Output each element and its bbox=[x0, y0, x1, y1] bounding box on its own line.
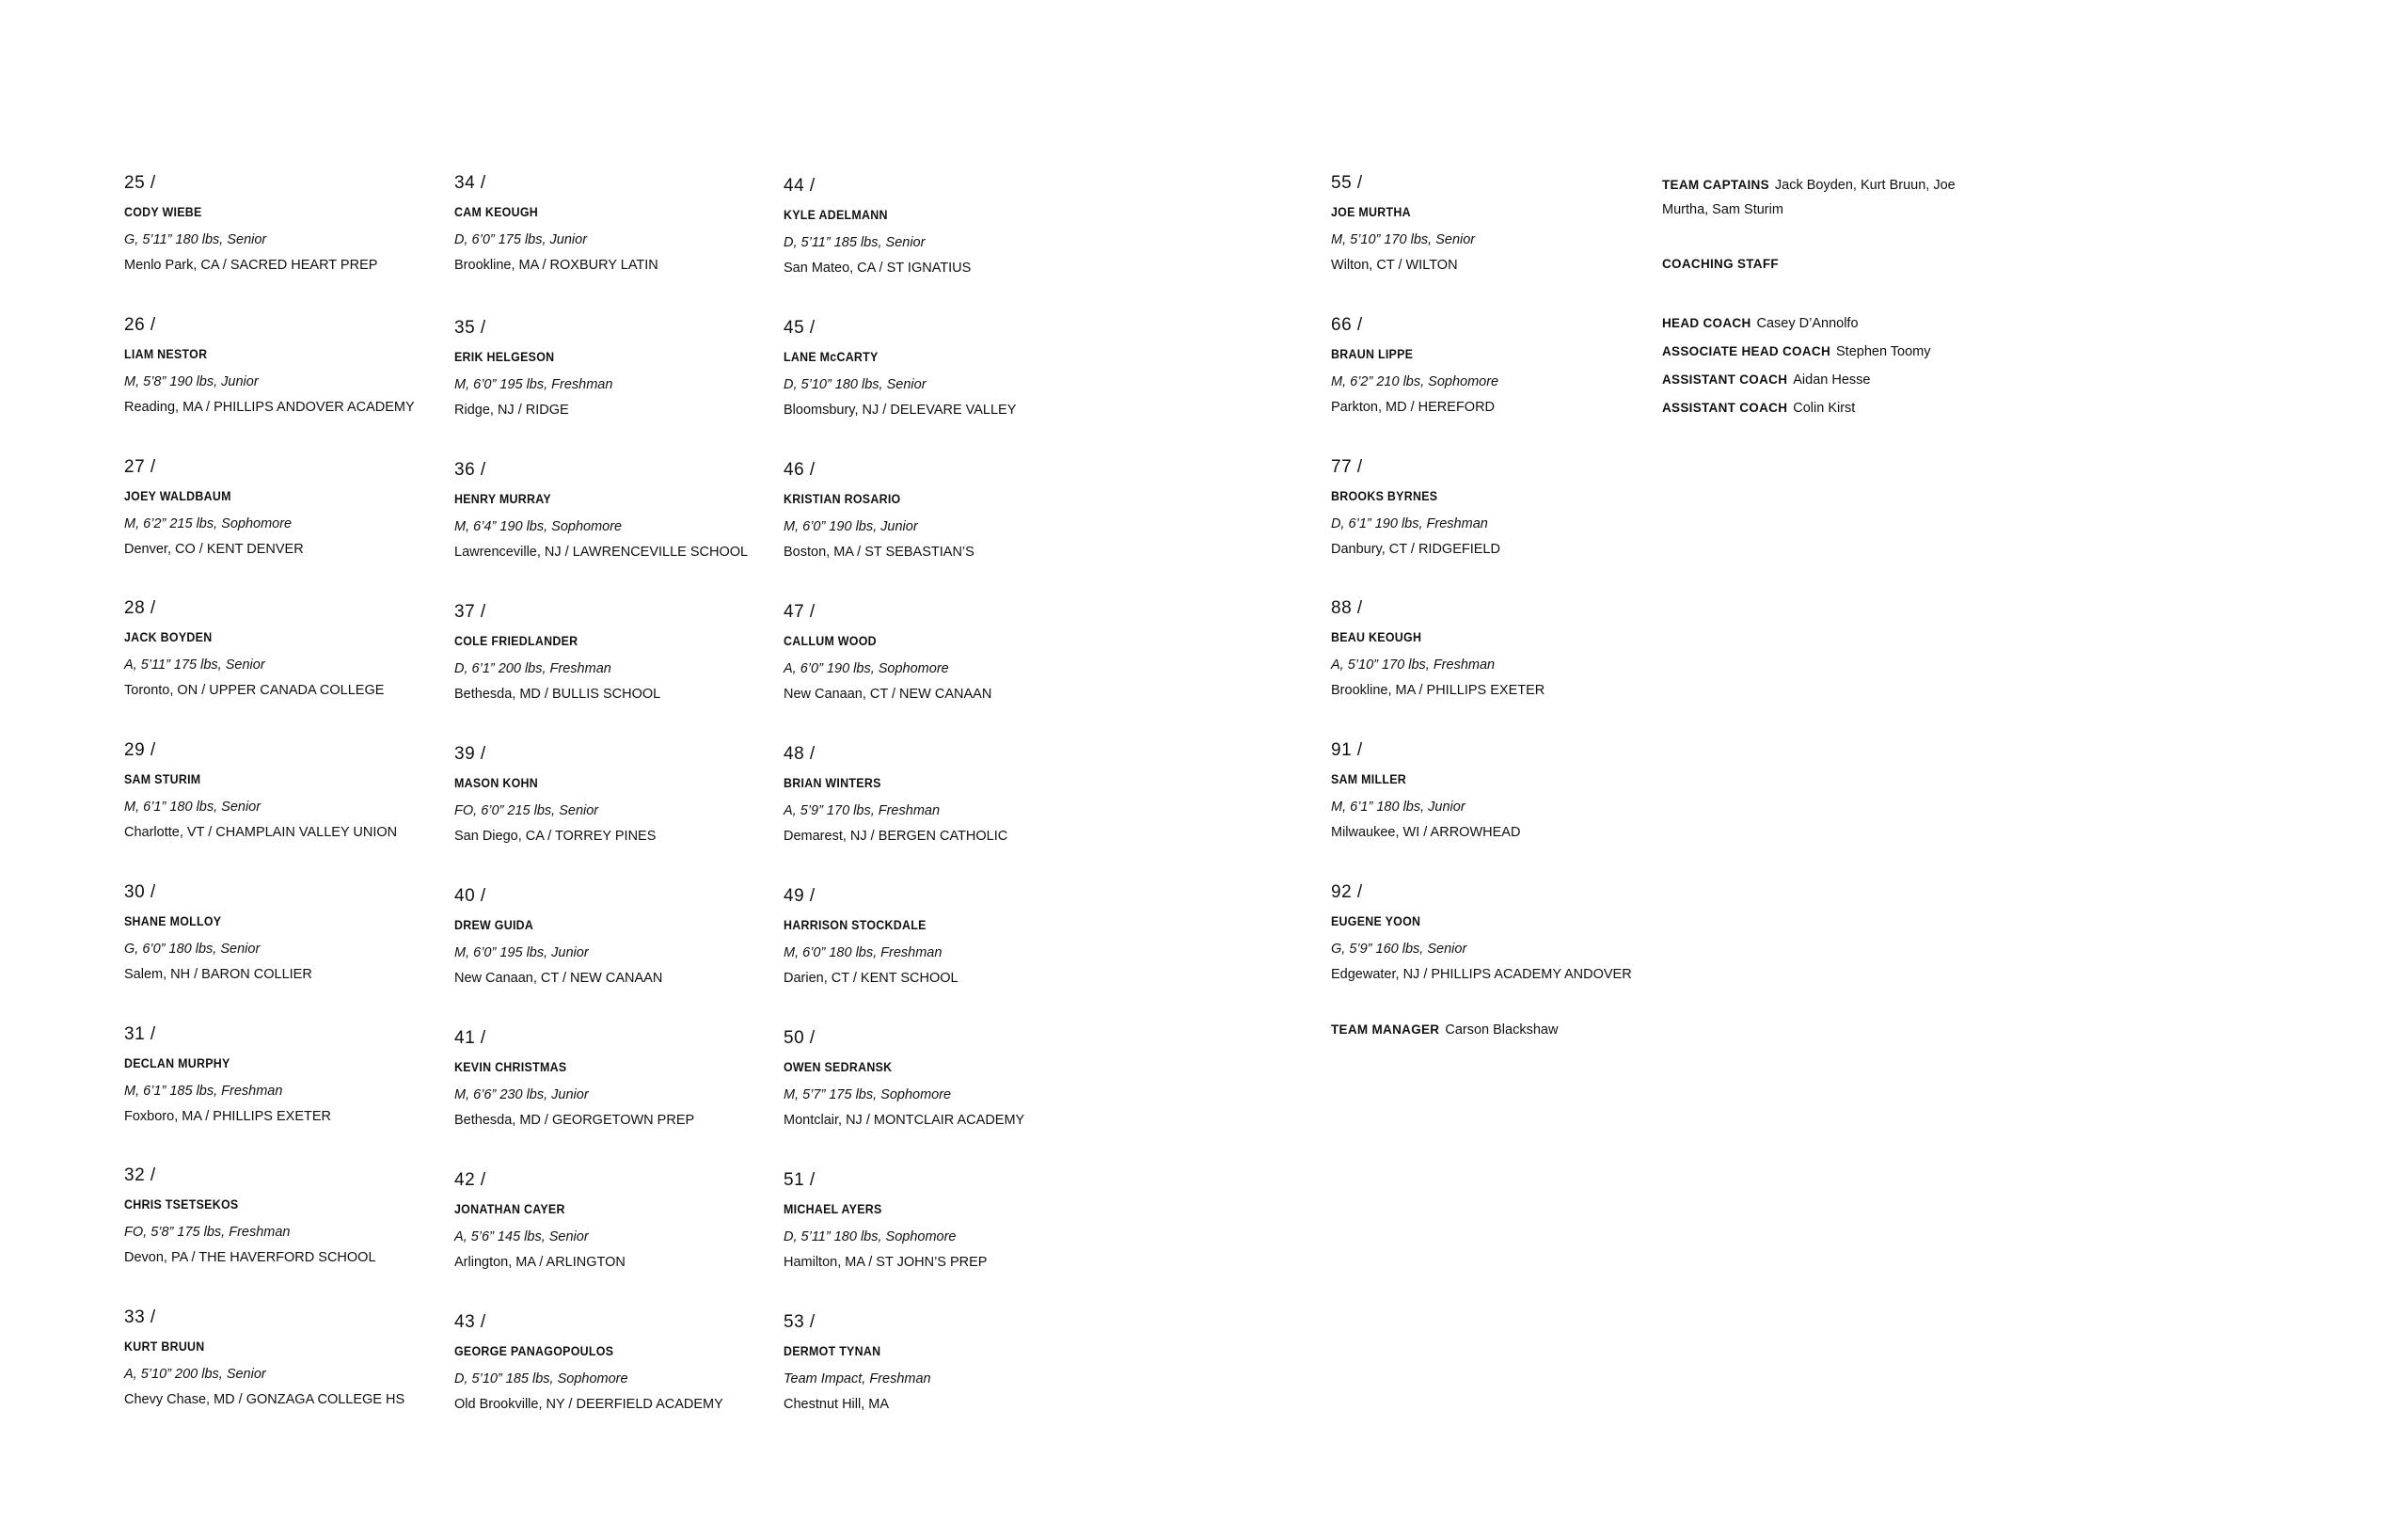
player-entry bbox=[454, 173, 774, 274]
player-number: 88 / bbox=[1331, 598, 1363, 618]
player-entry bbox=[454, 744, 774, 845]
team-captains-names: Jack Boyden, Kurt Bruun, Joe Murtha, Sam Sturim bbox=[1662, 178, 1956, 217]
coach-title: ASSISTANT COACH bbox=[1662, 401, 1788, 415]
player-details: M, 6’0” 195 lbs, Freshman bbox=[454, 377, 613, 392]
team-captains bbox=[1662, 173, 1972, 222]
player-entry bbox=[454, 1170, 774, 1271]
player-name: OWEN SEDRANSK bbox=[784, 1060, 893, 1074]
player-number: 40 / bbox=[454, 886, 486, 906]
player-name: LIAM NESTOR bbox=[124, 347, 208, 361]
player-number: 33 / bbox=[124, 1307, 156, 1327]
player-entry bbox=[124, 173, 444, 274]
player-entry bbox=[784, 886, 1103, 987]
player-hometown-school: Danbury, CT / RIDGEFIELD bbox=[1331, 542, 1500, 557]
player-number: 55 / bbox=[1331, 173, 1363, 193]
player-hometown-school: Charlotte, VT / CHAMPLAIN VALLEY UNION bbox=[124, 825, 398, 840]
player-hometown-school: Reading, MA / PHILLIPS ANDOVER ACADEMY bbox=[124, 400, 415, 415]
coach-name: Stephen Toomy bbox=[1836, 344, 1931, 359]
player-hometown-school: Foxboro, MA / PHILLIPS EXETER bbox=[124, 1109, 331, 1124]
player-details: M, 6’2” 210 lbs, Sophomore bbox=[1331, 374, 1499, 389]
player-entry bbox=[124, 1024, 444, 1125]
player-name: GEORGE PANAGOPOULOS bbox=[454, 1344, 614, 1358]
player-name: CAM KEOUGH bbox=[454, 205, 539, 219]
player-name: CHRIS TSETSEKOS bbox=[124, 1197, 239, 1212]
player-details: D, 6’1” 190 lbs, Freshman bbox=[1331, 516, 1488, 531]
player-details: G, 6’0” 180 lbs, Senior bbox=[124, 942, 261, 957]
coach-title: ASSISTANT COACH bbox=[1662, 372, 1788, 387]
player-entry bbox=[1331, 882, 1651, 983]
player-number: 29 / bbox=[124, 740, 156, 760]
player-hometown-school: Old Brookville, NY / DEERFIELD ACADEMY bbox=[454, 1397, 723, 1412]
player-entry bbox=[784, 744, 1103, 845]
player-entry bbox=[124, 882, 444, 983]
player-details: M, 6’0” 180 lbs, Freshman bbox=[784, 945, 943, 960]
player-hometown-school: Chevy Chase, MD / GONZAGA COLLEGE HS bbox=[124, 1392, 405, 1407]
player-name: JOEY WALDBAUM bbox=[124, 489, 231, 503]
player-number: 41 / bbox=[454, 1028, 486, 1048]
player-name: DERMOT TYNAN bbox=[784, 1344, 881, 1358]
coaching-staff-heading: COACHING STAFF bbox=[1662, 257, 1779, 271]
player-details: A, 5’6” 145 lbs, Senior bbox=[454, 1229, 589, 1244]
player-number: 27 / bbox=[124, 457, 156, 477]
player-details: FO, 5’8” 175 lbs, Freshman bbox=[124, 1225, 291, 1240]
coach-row bbox=[1662, 338, 1931, 366]
coach-row bbox=[1662, 394, 1931, 422]
player-details: D, 5’10” 185 lbs, Sophomore bbox=[454, 1371, 628, 1386]
player-number: 91 / bbox=[1331, 740, 1363, 760]
player-hometown-school: Denver, CO / KENT DENVER bbox=[124, 542, 304, 557]
player-details: M, 6’0” 190 lbs, Junior bbox=[784, 519, 918, 534]
player-hometown-school: Parkton, MD / HEREFORD bbox=[1331, 400, 1496, 415]
player-entry bbox=[124, 598, 444, 699]
player-entry bbox=[784, 318, 1103, 419]
player-hometown-school: Brookline, MA / PHILLIPS EXETER bbox=[1331, 683, 1545, 698]
player-hometown-school: Arlington, MA / ARLINGTON bbox=[454, 1255, 626, 1270]
player-number: 32 / bbox=[124, 1165, 156, 1185]
player-name: BRIAN WINTERS bbox=[784, 776, 881, 790]
coach-title: ASSOCIATE HEAD COACH bbox=[1662, 344, 1831, 358]
player-entry bbox=[1331, 740, 1651, 841]
player-details: A, 5’10” 200 lbs, Senior bbox=[124, 1367, 266, 1382]
player-details: FO, 6’0” 215 lbs, Senior bbox=[454, 803, 599, 818]
team-manager bbox=[1331, 1018, 1558, 1042]
player-entry bbox=[454, 602, 774, 703]
player-hometown-school: Chestnut Hill, MA bbox=[784, 1397, 890, 1412]
player-hometown-school: New Canaan, CT / NEW CANAAN bbox=[784, 687, 992, 702]
player-entry bbox=[784, 460, 1103, 561]
player-entry bbox=[1331, 173, 1651, 274]
player-details: D, 5’11” 180 lbs, Sophomore bbox=[784, 1229, 957, 1244]
player-name: KEVIN CHRISTMAS bbox=[454, 1060, 567, 1074]
player-number: 44 / bbox=[784, 176, 816, 196]
team-manager-title: TEAM MANAGER bbox=[1331, 1022, 1440, 1037]
player-details: A, 5’9” 170 lbs, Freshman bbox=[784, 803, 941, 818]
player-hometown-school: Brookline, MA / ROXBURY LATIN bbox=[454, 258, 658, 273]
player-name: BEAU KEOUGH bbox=[1331, 630, 1422, 644]
player-name: KYLE ADELMANN bbox=[784, 208, 888, 222]
player-hometown-school: New Canaan, CT / NEW CANAAN bbox=[454, 971, 663, 986]
player-number: 30 / bbox=[124, 882, 156, 902]
player-number: 77 / bbox=[1331, 457, 1363, 477]
player-name: JONATHAN CAYER bbox=[454, 1202, 565, 1216]
player-number: 25 / bbox=[124, 173, 156, 193]
player-hometown-school: Devon, PA / THE HAVERFORD SCHOOL bbox=[124, 1250, 376, 1265]
player-details: A, 5’11” 175 lbs, Senior bbox=[124, 658, 265, 673]
coach-title: HEAD COACH bbox=[1662, 316, 1751, 330]
player-number: 53 / bbox=[784, 1312, 816, 1332]
player-hometown-school: Darien, CT / KENT SCHOOL bbox=[784, 971, 958, 986]
player-number: 50 / bbox=[784, 1028, 816, 1048]
player-number: 28 / bbox=[124, 598, 156, 618]
player-details: M, 6’1” 185 lbs, Freshman bbox=[124, 1084, 283, 1099]
player-number: 47 / bbox=[784, 602, 816, 622]
player-name: MASON KOHN bbox=[454, 776, 539, 790]
player-name: JACK BOYDEN bbox=[124, 630, 213, 644]
player-hometown-school: Demarest, NJ / BERGEN CATHOLIC bbox=[784, 829, 1008, 844]
player-details: M, 6’4” 190 lbs, Sophomore bbox=[454, 519, 623, 534]
player-name: EUGENE YOON bbox=[1331, 914, 1421, 928]
player-entry bbox=[784, 1028, 1103, 1129]
player-name: MICHAEL AYERS bbox=[784, 1202, 882, 1216]
player-number: 45 / bbox=[784, 318, 816, 338]
player-entry bbox=[1331, 457, 1651, 558]
coaching-staff-list bbox=[1662, 309, 1931, 422]
player-entry bbox=[784, 602, 1103, 703]
player-name: KRISTIAN ROSARIO bbox=[784, 492, 901, 506]
player-name: BRAUN LIPPE bbox=[1331, 347, 1414, 361]
player-hometown-school: Bethesda, MD / BULLIS SCHOOL bbox=[454, 687, 661, 702]
player-hometown-school: Milwaukee, WI / ARROWHEAD bbox=[1331, 825, 1521, 840]
player-name: KURT BRUUN bbox=[124, 1339, 205, 1354]
player-entry bbox=[784, 176, 1103, 277]
player-hometown-school: Ridge, NJ / RIDGE bbox=[454, 403, 569, 418]
player-hometown-school: San Diego, CA / TORREY PINES bbox=[454, 829, 657, 844]
coach-name: Casey D’Annolfo bbox=[1756, 316, 1859, 331]
player-number: 43 / bbox=[454, 1312, 486, 1332]
player-details: D, 5’11” 185 lbs, Senior bbox=[784, 235, 926, 250]
player-entry bbox=[124, 1165, 444, 1266]
player-name: SAM MILLER bbox=[1331, 772, 1407, 786]
player-name: CODY WIEBE bbox=[124, 205, 202, 219]
player-entry bbox=[454, 1028, 774, 1129]
player-name: BROOKS BYRNES bbox=[1331, 489, 1438, 503]
player-hometown-school: Hamilton, MA / ST JOHN’S PREP bbox=[784, 1255, 988, 1270]
player-name: DREW GUIDA bbox=[454, 918, 534, 932]
player-number: 48 / bbox=[784, 744, 816, 764]
player-hometown-school: San Mateo, CA / ST IGNATIUS bbox=[784, 261, 972, 276]
player-name: LANE McCARTY bbox=[784, 350, 879, 364]
player-details: G, 5’9” 160 lbs, Senior bbox=[1331, 942, 1467, 957]
coach-row bbox=[1662, 309, 1931, 338]
player-details: M, 6’6” 230 lbs, Junior bbox=[454, 1087, 589, 1102]
player-number: 46 / bbox=[784, 460, 816, 480]
player-details: A, 5’10” 170 lbs, Freshman bbox=[1331, 658, 1496, 673]
player-details: M, 6’0” 195 lbs, Junior bbox=[454, 945, 589, 960]
player-number: 31 / bbox=[124, 1024, 156, 1044]
player-number: 37 / bbox=[454, 602, 486, 622]
player-name: SAM STURIM bbox=[124, 772, 201, 786]
player-entry bbox=[1331, 598, 1651, 699]
player-entry bbox=[124, 740, 444, 841]
player-number: 66 / bbox=[1331, 315, 1363, 335]
player-number: 92 / bbox=[1331, 882, 1363, 902]
player-entry bbox=[454, 318, 774, 419]
player-name: ERIK HELGESON bbox=[454, 350, 555, 364]
player-hometown-school: Montclair, NJ / MONTCLAIR ACADEMY bbox=[784, 1113, 1025, 1128]
player-number: 36 / bbox=[454, 460, 486, 480]
player-number: 49 / bbox=[784, 886, 816, 906]
player-entry bbox=[124, 315, 444, 416]
player-entry bbox=[124, 1307, 444, 1408]
player-number: 34 / bbox=[454, 173, 486, 193]
player-hometown-school: Bethesda, MD / GEORGETOWN PREP bbox=[454, 1113, 695, 1128]
player-name: JOE MURTHA bbox=[1331, 205, 1411, 219]
player-hometown-school: Toronto, ON / UPPER CANADA COLLEGE bbox=[124, 683, 385, 698]
player-hometown-school: Wilton, CT / WILTON bbox=[1331, 258, 1458, 273]
player-hometown-school: Edgewater, NJ / PHILLIPS ACADEMY ANDOVER bbox=[1331, 967, 1632, 982]
player-number: 51 / bbox=[784, 1170, 816, 1190]
player-name: COLE FRIEDLANDER bbox=[454, 634, 578, 648]
player-details: M, 5’8” 190 lbs, Junior bbox=[124, 374, 259, 389]
team-captains-title: TEAM CAPTAINS bbox=[1662, 178, 1769, 192]
player-entry bbox=[784, 1312, 1103, 1413]
player-hometown-school: Boston, MA / ST SEBASTIAN’S bbox=[784, 545, 974, 560]
player-details: G, 5’11” 180 lbs, Senior bbox=[124, 232, 267, 247]
player-name: HARRISON STOCKDALE bbox=[784, 918, 927, 932]
player-entry bbox=[454, 1312, 774, 1413]
coach-name: Aidan Hesse bbox=[1793, 372, 1871, 388]
player-details: Team Impact, Freshman bbox=[784, 1371, 931, 1386]
player-number: 39 / bbox=[454, 744, 486, 764]
player-details: M, 6’1” 180 lbs, Senior bbox=[124, 800, 261, 815]
player-details: D, 6’1” 200 lbs, Freshman bbox=[454, 661, 611, 676]
player-number: 35 / bbox=[454, 318, 486, 338]
player-number: 26 / bbox=[124, 315, 156, 335]
player-hometown-school: Menlo Park, CA / SACRED HEART PREP bbox=[124, 258, 378, 273]
player-details: M, 6’2” 215 lbs, Sophomore bbox=[124, 516, 293, 531]
player-hometown-school: Salem, NH / BARON COLLIER bbox=[124, 967, 312, 982]
player-hometown-school: Lawrenceville, NJ / LAWRENCEVILLE SCHOOL bbox=[454, 545, 749, 560]
player-entry bbox=[124, 457, 444, 558]
player-name: HENRY MURRAY bbox=[454, 492, 551, 506]
player-details: M, 5’7” 175 lbs, Sophomore bbox=[784, 1087, 952, 1102]
player-hometown-school: Bloomsbury, NJ / DELEVARE VALLEY bbox=[784, 403, 1017, 418]
team-manager-name: Carson Blackshaw bbox=[1445, 1022, 1559, 1038]
player-name: CALLUM WOOD bbox=[784, 634, 877, 648]
player-entry bbox=[454, 460, 774, 561]
player-name: SHANE MOLLOY bbox=[124, 914, 222, 928]
player-details: M, 6’1” 180 lbs, Junior bbox=[1331, 800, 1465, 815]
player-name: DECLAN MURPHY bbox=[124, 1056, 230, 1070]
player-details: M, 5’10” 170 lbs, Senior bbox=[1331, 232, 1476, 247]
player-details: A, 6’0” 190 lbs, Sophomore bbox=[784, 661, 949, 676]
player-details: D, 5’10” 180 lbs, Senior bbox=[784, 377, 927, 392]
player-details: D, 6’0” 175 lbs, Junior bbox=[454, 232, 588, 247]
player-entry bbox=[1331, 315, 1651, 416]
player-entry bbox=[454, 886, 774, 987]
coach-row bbox=[1662, 366, 1931, 394]
coach-name: Colin Kirst bbox=[1793, 401, 1856, 416]
player-number: 42 / bbox=[454, 1170, 486, 1190]
player-entry bbox=[784, 1170, 1103, 1271]
